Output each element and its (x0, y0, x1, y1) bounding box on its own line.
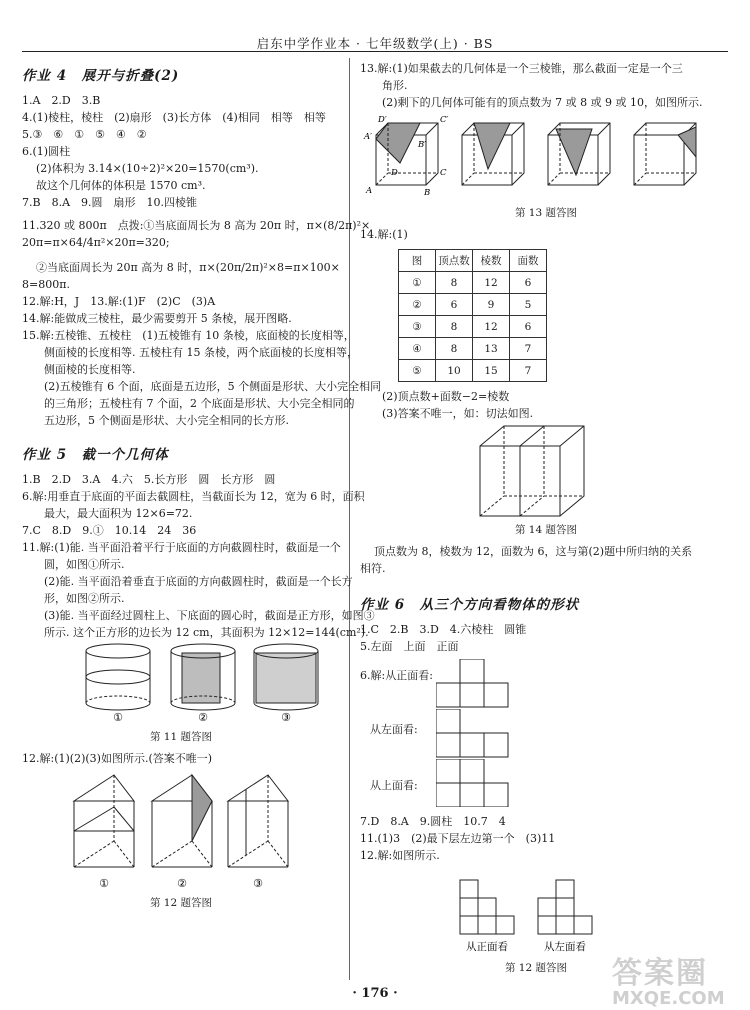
watermark-text: 答案圈 (612, 956, 708, 991)
q14-tail: 顶点数为 8，棱数为 12，面数为 6，这与第(2)题中所归纳的关系 (374, 545, 693, 558)
table-header-cell: 顶点数 (436, 250, 473, 272)
table-cell: 6 (436, 294, 473, 316)
right-column (360, 60, 732, 981)
view-label-left: 从左面看: (370, 723, 418, 736)
q14-table (398, 249, 547, 382)
table-cell: 8 (436, 338, 473, 360)
hw4-line: 6.(1)圆柱 (22, 145, 71, 158)
hw4-line: (2)五棱锥有 6 个面，底面是五边形，5 个侧面是形状、大小完全相同 (44, 380, 382, 393)
table-cell: 7 (510, 338, 547, 360)
hw4-line: 7.B 8.A 9.圆 扇形 10.四棱锥 (22, 196, 198, 209)
cube-3 (548, 123, 610, 185)
table-cell: 15 (473, 360, 510, 382)
table-cell: ④ (399, 338, 436, 360)
q13-line: (2)剩下的几何体可能有的顶点数为 7 或 8 或 9 或 10，如图所示. (382, 96, 703, 109)
prism-3 (228, 775, 288, 867)
fig12-left-grid (538, 880, 592, 934)
fig11-label: ③ (281, 711, 291, 724)
hw4-line: 15.解:五棱锥、五棱柱 (1)五棱锥有 10 条棱，底面棱的长度相等， (22, 329, 355, 342)
hw4-body (22, 92, 382, 429)
q6-views (360, 659, 732, 807)
table-cell: 9 (473, 294, 510, 316)
table-cell: 8 (436, 272, 473, 294)
hw4-line: 11.320 或 800π 点拨:①当底面周长为 8 高为 20π 时，π×(8/2π)²× (22, 219, 371, 232)
table-cell: ② (399, 294, 436, 316)
watermark-url: MXQE.COM (612, 988, 725, 1009)
table-cell: 12 (473, 272, 510, 294)
table-cell: 10 (436, 360, 473, 382)
view-top-grid (436, 759, 516, 807)
table-header-row (399, 250, 547, 272)
table-row (399, 294, 547, 316)
hw4-line: 14.解:能做成三棱柱，最少需要剪开 5 条棱，展开图略. (22, 312, 292, 325)
hw5-q12: 12.解:(1)(2)(3)如图所示.(答案不唯一) (22, 752, 213, 765)
hw6-line: 11.(1)3 (2)最下层左边第一个 (3)11 (360, 832, 556, 845)
cube-2 (462, 123, 524, 185)
table-cell: 8 (436, 316, 473, 338)
watermark-logo (612, 948, 725, 1009)
vertex-label: C (440, 168, 447, 178)
hw6-line: 1.C 2.B 3.D 4.六棱柱 圆锥 (360, 623, 527, 636)
hw5-line: 最大，最大面积为 12×6=72. (44, 507, 193, 520)
fig12-label: ② (177, 877, 187, 890)
hw5-line: 圆，如图①所示. (44, 558, 125, 571)
vertex-label: B (424, 188, 431, 198)
table-cell: ① (399, 272, 436, 294)
hw4-line: (2)体积为 3.14×(10÷2)²×20=1570(cm³). (36, 162, 259, 175)
table-cell: 5 (510, 294, 547, 316)
vertex-label: A′ (364, 132, 373, 142)
header-rule (22, 51, 728, 52)
table-cell: ⑤ (399, 360, 436, 382)
cube-1 (363, 115, 449, 198)
hw6-line: 5.左面 上面 正面 (360, 640, 459, 653)
fig12-left-label: 从左面看 (544, 941, 586, 953)
hw5-line: 1.B 2.D 3.A 4.六 5.长方形 圆 长方形 圆 (22, 473, 276, 486)
cylinder-3 (254, 644, 318, 710)
column-divider (349, 58, 350, 980)
hw4-line: 五边形，5 个侧面是形状、大小完全相同的长方形. (44, 414, 289, 427)
book-title: 启东中学作业本 · 七年级数学(上) · BS (256, 36, 494, 51)
cylinder-1 (86, 644, 150, 710)
hw5-line: 7.C 8.D 9.① 10.14 24 36 (22, 524, 197, 537)
q13-line: 13.解:(1)如果截去的几何体是一个三棱锥，那么截面一定是一个三 (360, 62, 683, 75)
vertex-label: A (366, 186, 373, 196)
hw4-title: 作业 4 展开与折叠(2) (22, 68, 180, 84)
hw4-line: 1.A 2.D 3.B (22, 94, 101, 107)
table-row (399, 338, 547, 360)
table-row (399, 360, 547, 382)
table-cell: 6 (510, 272, 547, 294)
hw5-line: 11.解:(1)能. 当平面沿着平行于底面的方向截圆柱时，截面是一个 (22, 541, 341, 554)
hw6-line: 12.解:如图所示. (360, 849, 440, 862)
fig12-label: ③ (253, 877, 263, 890)
prism-1 (74, 775, 134, 867)
cube-4 (634, 123, 696, 185)
hw5-line: 形，如图②所示. (44, 592, 125, 605)
fig11-label: ① (113, 711, 123, 724)
prism-2 (152, 775, 212, 867)
view-label-top: 从上面看: (370, 779, 418, 792)
page-number: · 176 · (352, 986, 398, 1001)
cylinder-2 (171, 644, 235, 710)
table-header-cell: 棱数 (473, 250, 510, 272)
hw4-line: 4.(1)棱柱，棱柱 (2)扇形 (3)长方体 (4)相同 相等 相等 (22, 111, 326, 124)
hw4-line: ②当底面周长为 20π 高为 8 时，π×(20π/2π)²×8=π×100× (36, 261, 340, 274)
table-row (399, 316, 547, 338)
q14-tail: 相符. (360, 562, 386, 575)
hw5-line: (2)能. 当平面沿着垂直于底面的方向截圆柱时，截面是一个长方 (44, 575, 353, 588)
view-left-grid (436, 709, 516, 759)
fig12-front-label: 从正面看 (466, 941, 508, 953)
table-cell: 12 (473, 316, 510, 338)
fig12-label: ① (99, 877, 109, 890)
hw5-line: (3)能. 当平面经过圆柱上、下底面的圆心时，截面是正方形，如图③ (44, 609, 375, 622)
fig12-front-grid (460, 880, 514, 934)
hw4-line: 8=800π. (22, 278, 70, 291)
hw4-line: 5.③ ⑥ ① ⑤ ④ ② (22, 128, 147, 141)
table-cell: 7 (510, 360, 547, 382)
view-label-front: 6.解:从正面看: (360, 669, 433, 682)
table-cell: 13 (473, 338, 510, 360)
vertex-label: B′ (418, 140, 427, 150)
q14-line: (2)顶点数+面数−2=棱数 (382, 390, 510, 403)
fig11-cylinders (22, 641, 340, 727)
table-header-cell: 面数 (510, 250, 547, 272)
q13-line: 角形. (382, 79, 408, 92)
fig14-cube (360, 422, 732, 520)
hw6-fig12 (360, 870, 732, 958)
page-header (0, 0, 750, 52)
view-front-grid (436, 659, 516, 709)
fig12-caption: 第 12 题答图 (149, 897, 213, 909)
hw4-line: 的三角形；五棱柱有 7 个面，2 个底面是形状、大小完全相同的 (44, 397, 355, 410)
hw4-line: 故这个几何体的体积是 1570 cm³. (36, 179, 206, 192)
hw6-line: 7.D 8.A 9.圆柱 10.7 4 (360, 815, 506, 828)
vertex-label: D′ (378, 115, 387, 125)
fig11-label: ② (198, 711, 208, 724)
fig12-prisms (22, 771, 340, 893)
fig11-caption: 第 11 题答图 (149, 731, 213, 743)
hw6-title: 作业 6 从三个方向看物体的形状 (360, 597, 580, 613)
hw4-line: 侧面棱的长度相等. (44, 363, 136, 376)
hw4-line: 12.解:H，J 13.解:(1)F (2)C (3)A (22, 295, 216, 308)
vertex-label: D (391, 168, 398, 178)
vertex-label: C′ (440, 115, 449, 125)
table-header-cell: 图 (399, 250, 436, 272)
table-cell: 6 (510, 316, 547, 338)
hw4-line: 20π=π×64/4π²×20π=320; (22, 236, 170, 249)
hw4-line: 侧面棱的长度相等. 五棱柱有 15 条棱，两个底面棱的长度相等， (44, 346, 358, 359)
fig13-cubes (360, 113, 732, 203)
q14-line: (3)答案不唯一，如：切法如图. (382, 407, 534, 420)
table-cell: ③ (399, 316, 436, 338)
hw6-fig12-caption: 第 12 题答图 (504, 962, 568, 974)
hw5-line: 所示. 这个正方形的边长为 12 cm，其面积为 12×12=144(cm²). (44, 626, 369, 639)
table-row (399, 272, 547, 294)
fig14-caption: 第 14 题答图 (514, 524, 578, 536)
hw5-line: 6.解:用垂直于底面的平面去截圆柱，当截面长为 12，宽为 6 时，面积 (22, 490, 365, 503)
q14-intro: 14.解:(1) (360, 228, 408, 241)
fig13-caption: 第 13 题答图 (514, 207, 578, 219)
hw5-title: 作业 5 截一个几何体 (22, 447, 169, 463)
